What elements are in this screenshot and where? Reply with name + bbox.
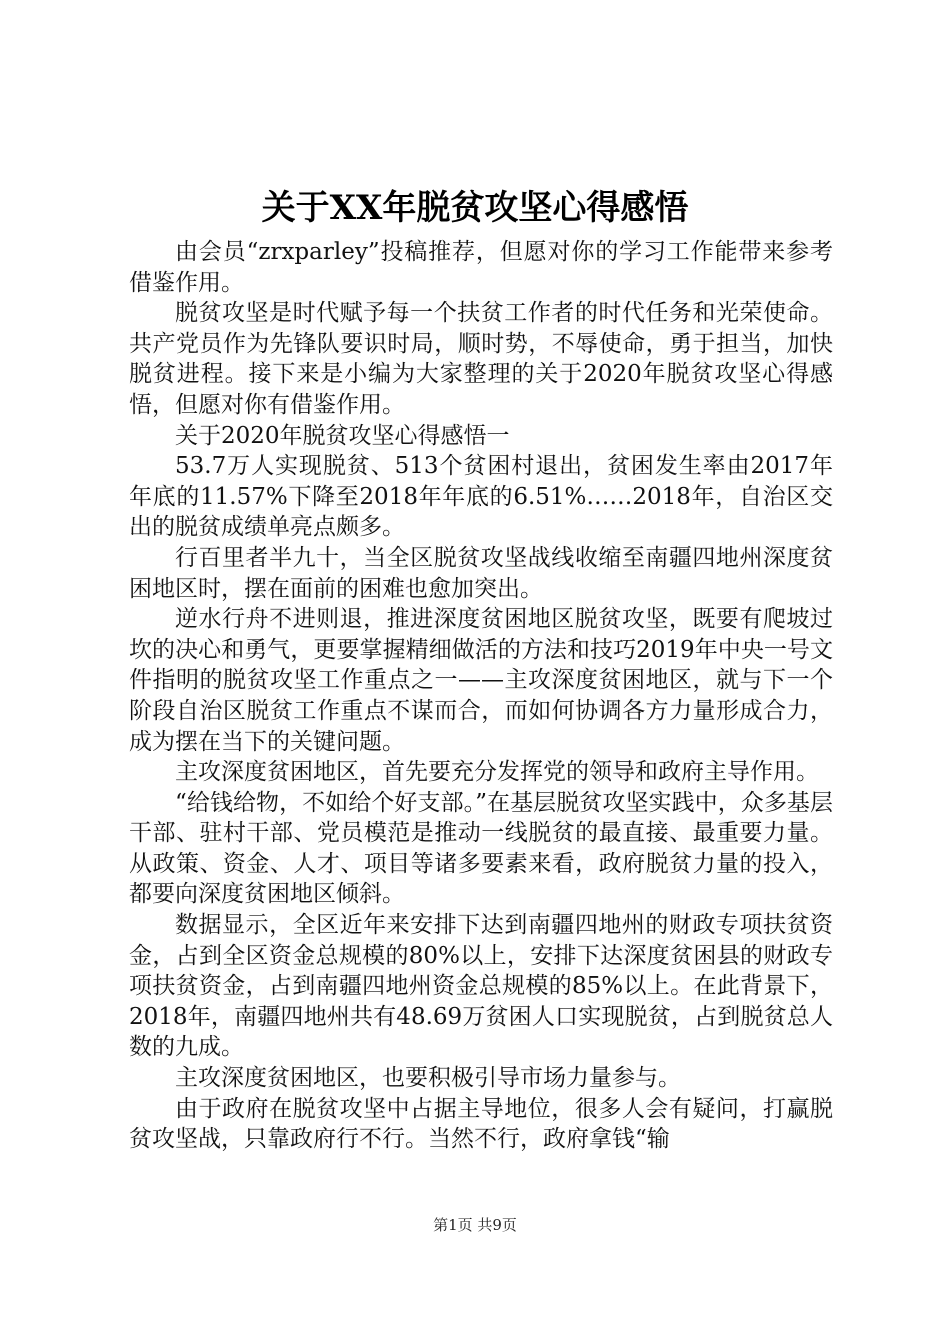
page-footer: 第1页 共9页 [433,1216,517,1234]
paragraph: 行百里者半九十，当全区脱贫攻坚战线收缩至南疆四地州深度贫困地区时，摆在面前的困难也愈加突出。 [129,544,833,602]
paragraph: “给钱给物，不如给个好支部。”在基层脱贫攻坚实践中，众多基层干部、驻村干部、党员模范是推动一线脱贫的最直接、最重要力量。从政策、资金、人才、项目等诸多要素来看，政府脱贫力量的投入，都要向深度贫困地区倾斜。 [129,789,833,908]
paragraph: 主攻深度贫困地区，首先要充分发挥党的领导和政府主导作用。 [175,759,819,786]
paragraph: 53.7万人实现脱贫、513个贫困村退出，贫困发生率由2017年年底的11.57%下降至2018年年底的6.51%……2018年，自治区交出的脱贫成绩单亮点颇多。 [129,453,833,541]
document-title: 关于XX年脱贫攻坚心得感悟 [261,188,689,228]
paragraph: 数据显示，全区近年来安排下达到南疆四地州的财政专项扶贫资金，占到全区资金总规模的80%以上，安排下达深度贫困县的财政专项扶贫资金，占到南疆四地州资金总规模的85%以上。在此背景下，2018年，南疆四地州共有48.69万贫困人口实现脱贫，占到脱贫总人数的九成。 [129,912,833,1061]
paragraph: 由于政府在脱贫攻坚中占据主导地位，很多人会有疑问，打赢脱贫攻坚战，只靠政府行不行。当然不行，政府拿钱“输 [129,1095,833,1153]
paragraph-intro: 由会员“zrxparley”投稿推荐，但愿对你的学习工作能带来参考借鉴作用。 [129,239,833,296]
paragraph: 脱贫攻坚是时代赋予每一个扶贫工作者的时代任务和光荣使命。共产党员作为先锋队要识时局，顺时势，不辱使命，勇于担当，加快脱贫进程。接下来是小编为大家整理的关于2020年脱贫攻坚心得感悟，但愿对你有借鉴作用。 [129,300,833,418]
paragraph: 主攻深度贫困地区，也要积极引导市场力量参与。 [175,1065,681,1092]
document-body [129,237,833,1155]
section-heading: 关于2020年脱贫攻坚心得感悟一 [175,422,510,449]
paragraph: 逆水行舟不进则退，推进深度贫困地区脱贫攻坚，既要有爬坡过坎的决心和勇气，更要掌握精细做活的方法和技巧2019年中央一号文件指明的脱贫攻坚工作重点之一——主攻深度贫困地区，就与下一个阶段自治区脱贫工作重点不谋而合，而如何协调各方力量形成合力，成为摆在当下的关键问题。 [129,606,833,755]
